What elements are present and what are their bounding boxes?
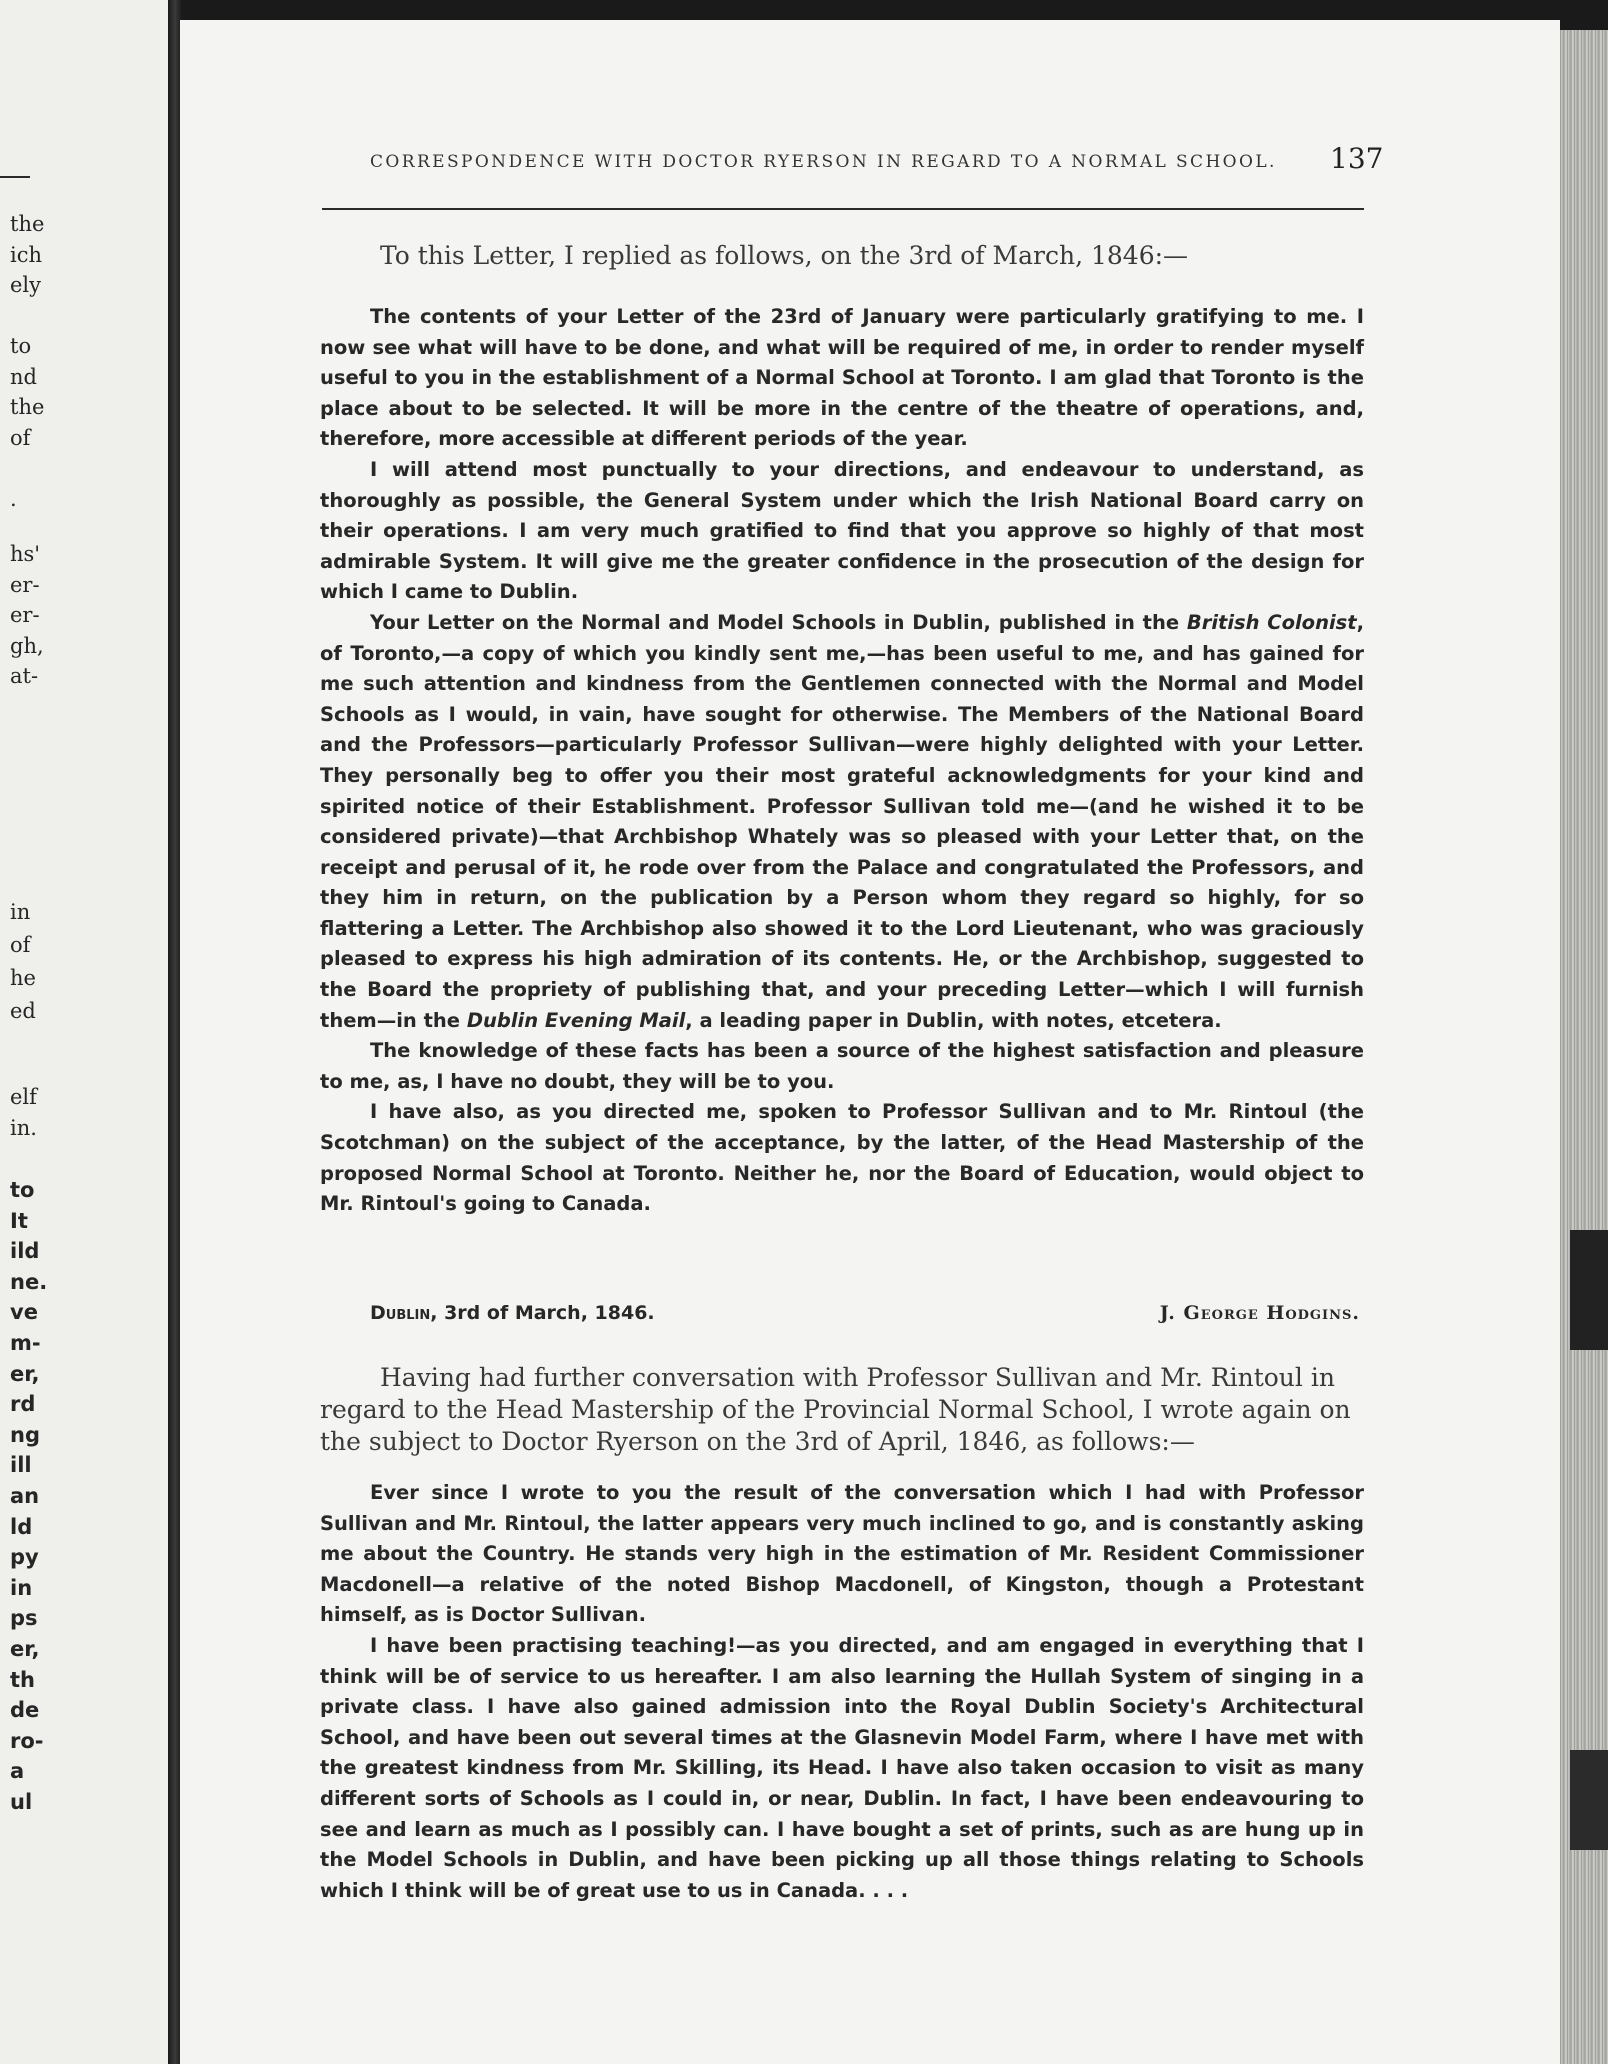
- letter-paragraph: The knowledge of these facts has been a source of the highest satisfaction and pleasure to me, as, I have no doubt, they will be to you.: [320, 1039, 1364, 1093]
- left-page-fragment: .: [10, 486, 17, 511]
- left-page-fragment: m-: [10, 1331, 41, 1355]
- left-page-fragment: It: [10, 1208, 28, 1233]
- left-page-fragment: elf: [10, 1085, 37, 1109]
- left-page-fragment: ps: [10, 1606, 38, 1631]
- letter-text: , a leading paper in Dublin, with notes, etcetera.: [685, 1008, 1222, 1032]
- left-page-fragment: nd: [10, 364, 37, 389]
- newspaper-title: Dublin Evening Mail: [466, 1008, 686, 1032]
- left-page-fragment: to: [10, 1178, 35, 1202]
- intro-paragraph-2: Having had further conversation with Professor Sullivan and Mr. Rintoul in regard to the Head Mastership of the Provincial Normal School, I wrote again on the subject to Doctor Ryerson on the 3rd of April, 1846, as follows:—: [320, 1363, 1351, 1456]
- left-page-fragment: ld: [10, 1514, 33, 1539]
- signoff: [370, 1302, 1360, 1324]
- letter-text: Your Letter on the Normal and Model Schools in Dublin, published in the: [370, 610, 1187, 634]
- letter-paragraph: [320, 608, 1364, 1036]
- letter-paragraph: I have been practising teaching!—as you directed, and am engaged in everything that I think will be of service to us hereafter. I am also learning the Hullah System of singing in a private class. I have also gained admission into the Royal Dublin Society's Architectural School, and have been out several times at the Glasnevin Model Farm, where I have met with the greatest kindness from Mr. Skilling, its Head. I have also taken occasion to visit as many different sorts of Schools as I could in, or near, Dublin. In fact, I have been endeavouring to see and learn as much as I possibly can. I have bought a set of prints, such as are hung up in the Model Schools in Dublin, and have been picking up all those things relating to Schools which I think will be of great use to us in Canada. . . .: [320, 1633, 1364, 1902]
- page-number: 137: [1330, 142, 1384, 175]
- left-page-fragment: gh,: [10, 633, 44, 658]
- left-page-fragment: ul: [10, 1790, 33, 1814]
- left-page-fragment: to: [10, 334, 32, 358]
- left-page-fragment: the: [10, 212, 45, 236]
- signoff-date: , 3rd of March, 1846.: [430, 1302, 655, 1324]
- left-facing-page: [0, 0, 172, 2064]
- letter-body-2: [320, 1478, 1364, 1906]
- left-page-fragment: rd: [10, 1392, 36, 1417]
- left-page-fragment: er,: [10, 1361, 40, 1386]
- intro-sentence: To this Letter, I replied as follows, on the 3rd of March, 1846:—: [380, 241, 1189, 270]
- letter-paragraph: I have also, as you directed me, spoken to Professor Sullivan and to Mr. Rintoul (the Scotchman) on the subject of the acceptance, by the latter, of the Head Mastership of the proposed Normal School at Toronto. Neither he, nor the Board of Education, would object to Mr. Rintoul's going to Canada.: [320, 1100, 1364, 1216]
- left-page-fragment: th: [10, 1667, 35, 1692]
- left-page-fragment: a: [10, 1759, 25, 1784]
- left-page-fragment: hs': [10, 542, 41, 566]
- left-page-fragment: er,: [10, 1637, 40, 1661]
- main-page: [180, 20, 1560, 2064]
- left-page-fragment: de: [10, 1698, 40, 1723]
- left-page-fragment: the: [10, 395, 45, 419]
- letter-paragraph: Ever since I wrote to you the result of the conversation which I had with Professor Sullivan and Mr. Rintoul, the latter appears very much inclined to go, and is constantly asking me about the Country. He stands very high in the estimation of Mr. Resident Commissioner Macdonell—a relative of the noted Bishop Macdonell, of Kingston, though a Protestant himself, as is Doctor Sullivan.: [320, 1481, 1364, 1627]
- left-page-fragment: er-: [10, 572, 40, 597]
- letter-paragraph: The contents of your Letter of the 23rd of January were particularly gratifying to me. I now see what will have to be done, and what will be required of me, in order to render myself useful to you in the establishment of a Normal School at Toronto. I am glad that Toronto is the place about to be selected. It will be more in the centre of the theatre of operations, and, therefore, more accessible at different periods of the year.: [320, 305, 1364, 451]
- left-page-fragment: in.: [10, 1115, 37, 1140]
- left-page-fragment: ve: [10, 1300, 38, 1325]
- left-page-fragment: of: [10, 425, 31, 450]
- signoff-name: J. George Hodgins.: [1159, 1302, 1360, 1324]
- letter-paragraph: I will attend most punctually to your directions, and endeavour to understand, as thoroughly as possible, the General System under which the Irish National Board carry on their operations. I am very much gratified to find that you approve so highly of that most admirable System. It will give me the greater confidence in the prosecution of the design for which I came to Dublin.: [320, 457, 1364, 604]
- left-page-fragment: ill: [10, 1453, 32, 1478]
- signoff-place: Dublin: [370, 1302, 431, 1324]
- left-page-fragment: py: [10, 1545, 39, 1570]
- left-page-fragment: in: [10, 1575, 33, 1600]
- left-page-fragment: ne.: [10, 1269, 48, 1294]
- left-page-fragment: he: [10, 966, 36, 990]
- left-page-fragment: ild: [10, 1239, 40, 1264]
- left-page-fragment: ed: [10, 999, 36, 1023]
- letter-text: , of Toronto,—a copy of which you kindly sent me,—has been useful to me, and has gained for me such attention and kindness from the Gentlemen connected with the Normal and Model Schools as I would, in vain, have sought for otherwise. The Members of the National Board and the Professors—particularly Professor Sullivan—were highly delighted with your Letter. They personally beg to offer you their most grateful acknowledgments for your kind and spirited notice of their Establishment. Professor Sullivan told me—(and he wished it to be considered private)—that Archbishop Whately was so pleased with your Letter that, on the receipt and perusal of it, he rode over from the Palace and congratulated the Professors, and they him in return, on the publication by a Person whom they regard so highly, for so flattering a Letter. The Archbishop also showed it to the Lord Lieutenant, who was graciously pleased to express his high admiration of its contents. He, or the Archbishop, suggested to the Board the propriety of publishing that, and your preceding Letter—which I will furnish them—in the: [320, 610, 1364, 1032]
- left-page-fragment: ng: [10, 1422, 40, 1447]
- page-edge-shadow: [1570, 1750, 1608, 1850]
- left-page-fragment: ich: [10, 242, 43, 267]
- left-page-fragment: of: [10, 933, 31, 957]
- left-page-fragment: er-: [10, 603, 40, 627]
- left-page-fragment: ro-: [10, 1728, 44, 1753]
- header-rule: [322, 208, 1364, 210]
- left-page-fragment: at-: [10, 664, 39, 688]
- letter-body-1: [320, 302, 1364, 1220]
- left-page-fragment: ely: [10, 273, 42, 297]
- left-page-rule: [0, 176, 30, 178]
- left-page-fragment: in: [10, 900, 31, 924]
- page-edge-shadow: [1570, 1230, 1608, 1350]
- newspaper-title: British Colonist: [1186, 610, 1357, 634]
- running-head-title: CORRESPONDENCE WITH DOCTOR RYERSON IN REGARD TO A NORMAL SCHOOL.: [370, 152, 1277, 172]
- left-page-fragment: an: [10, 1484, 40, 1508]
